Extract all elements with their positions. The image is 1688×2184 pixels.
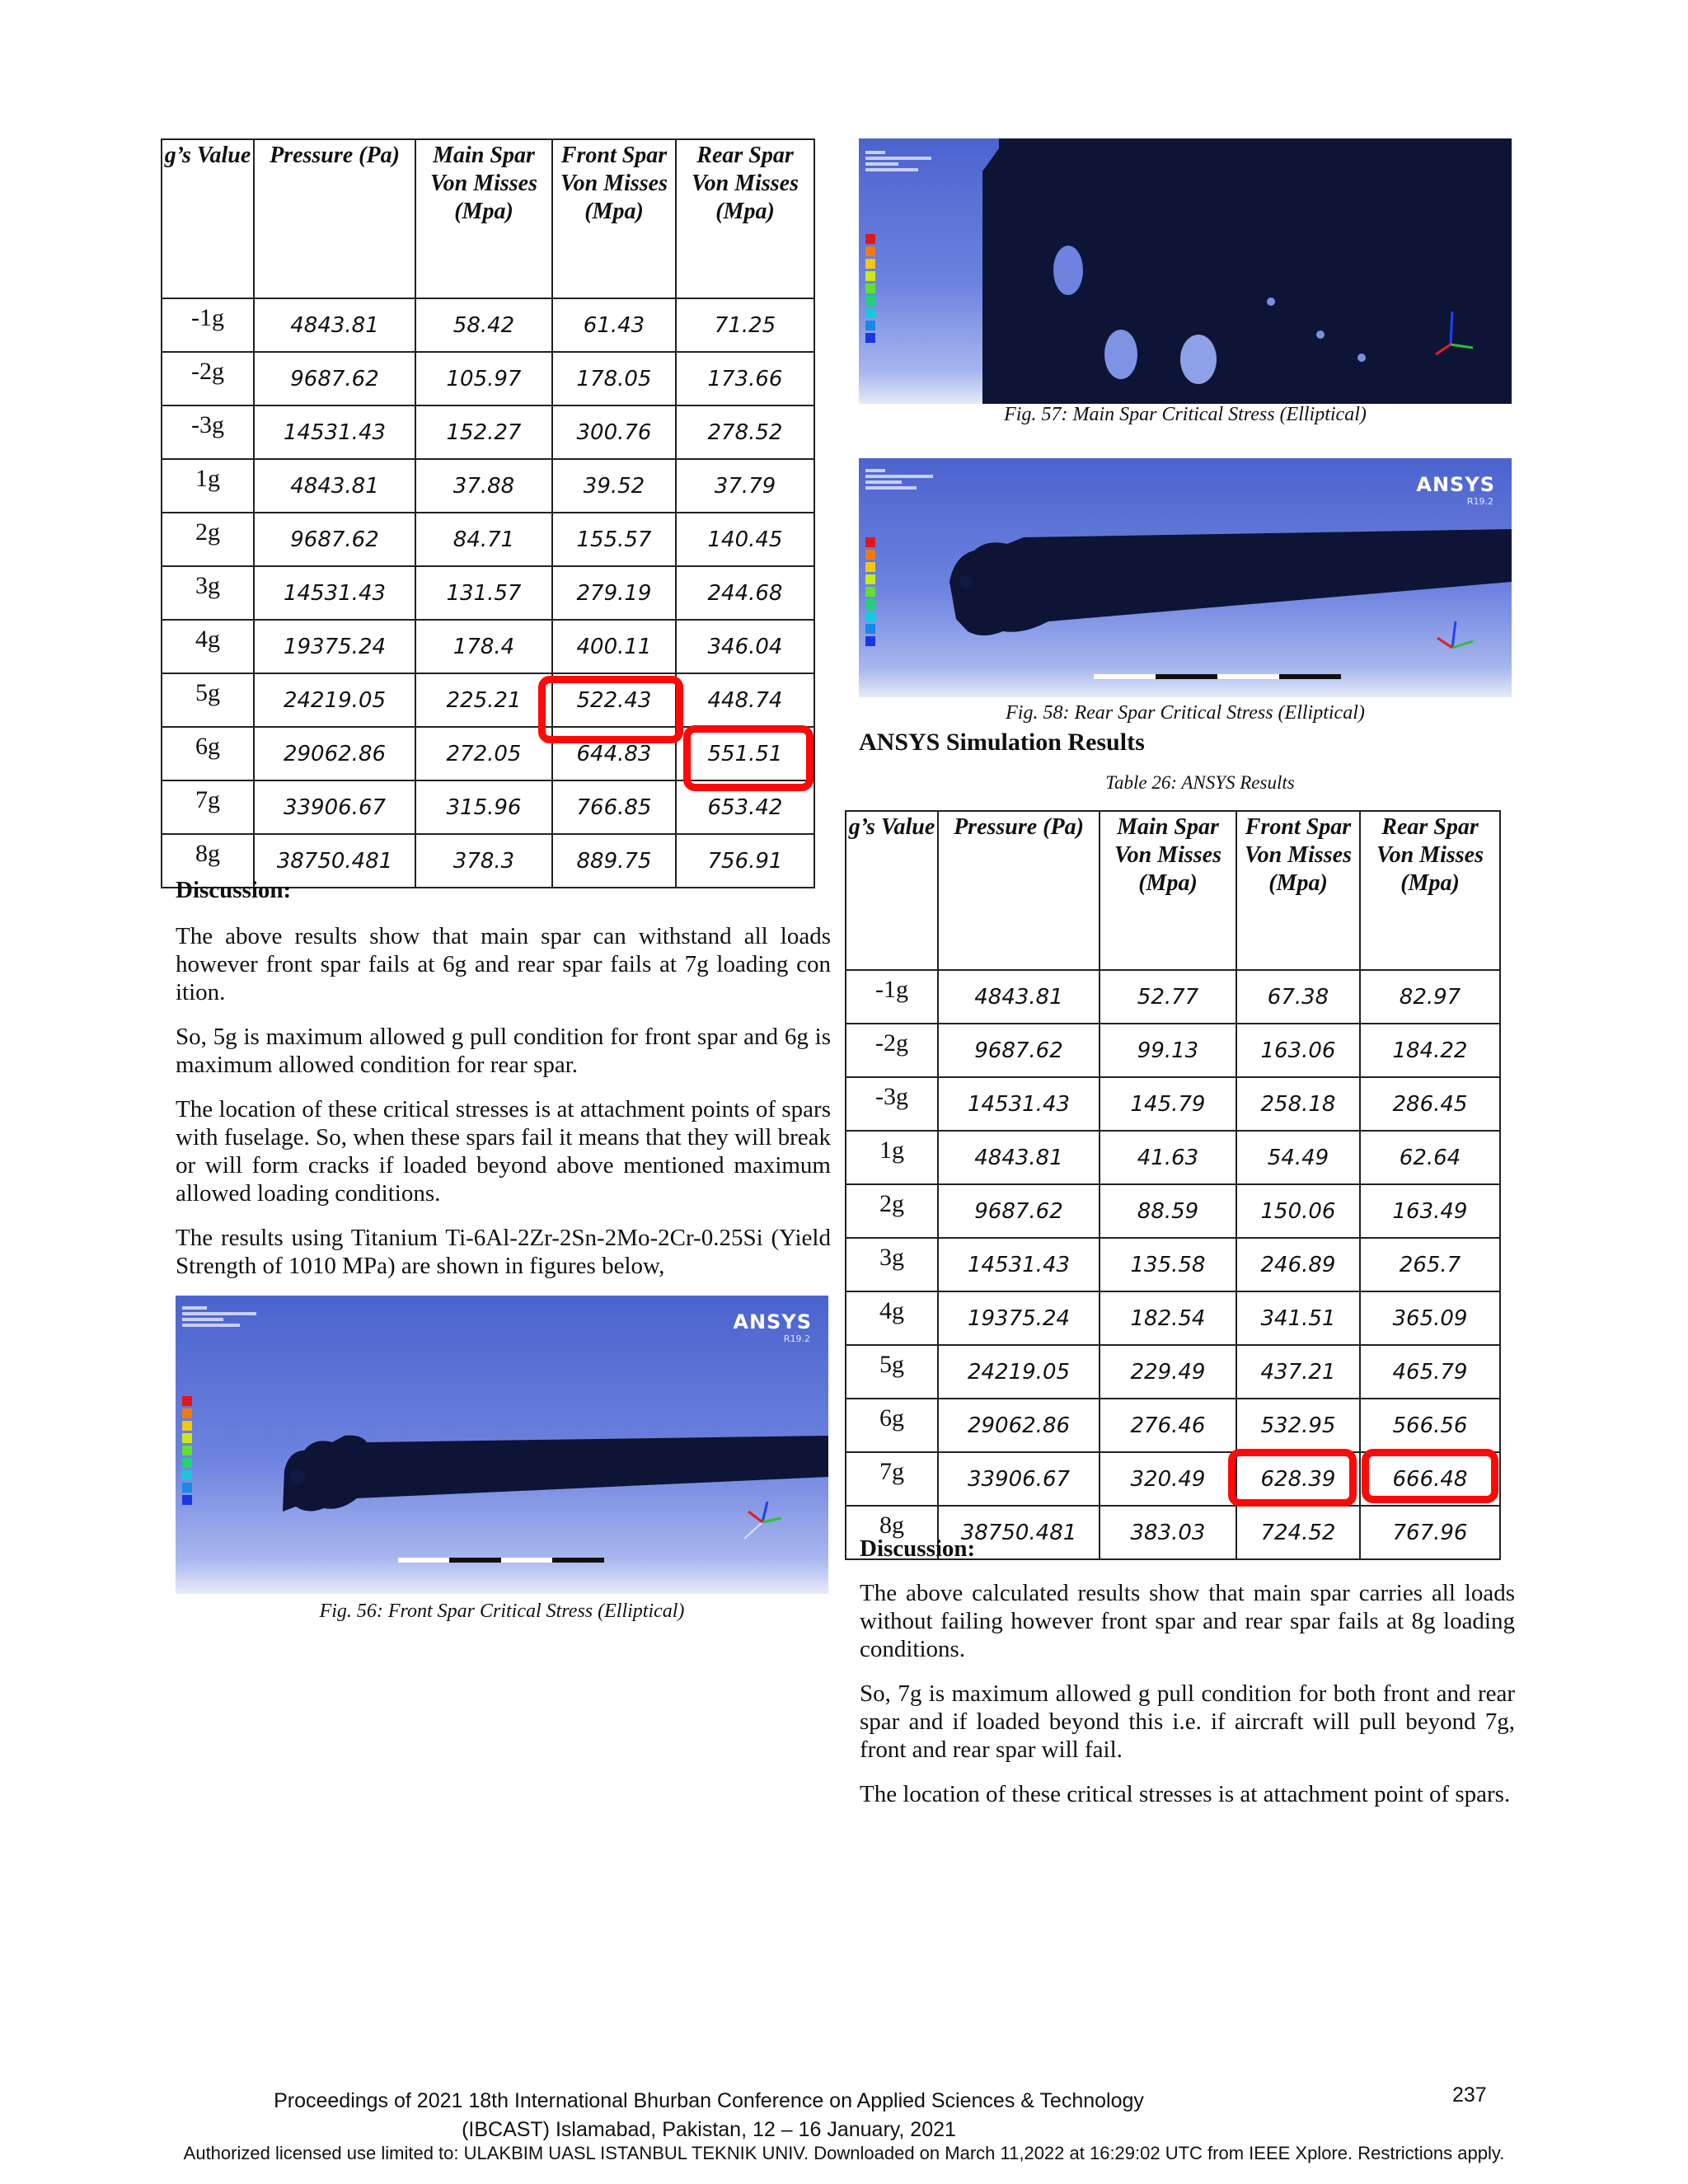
- table-cell: 38750.481: [938, 1506, 1100, 1559]
- table-cell: 38750.481: [254, 834, 415, 888]
- table-row: [846, 1452, 1500, 1506]
- table-cell: 9687.62: [254, 352, 415, 405]
- fig58-rear-spar-image: [859, 458, 1512, 697]
- table-cell: 39.52: [552, 459, 676, 513]
- table-cell: 448.74: [676, 673, 814, 727]
- table-cell: 4843.81: [938, 970, 1100, 1024]
- ansys-results-heading: ANSYS Simulation Results: [859, 729, 1145, 756]
- table-cell: 135.58: [1100, 1238, 1236, 1291]
- table-row: [162, 405, 814, 459]
- page-number: 237: [1452, 2083, 1487, 2107]
- table-row: [846, 1238, 1500, 1291]
- table-cell: 33906.67: [938, 1452, 1100, 1506]
- column-header: Pressure (Pa): [254, 139, 415, 298]
- table-cell: 152.27: [415, 405, 552, 459]
- table-cell: 173.66: [676, 352, 814, 405]
- table-cell: 286.45: [1360, 1077, 1500, 1131]
- g-value-cell: 1g: [846, 1131, 938, 1184]
- fig57-caption: Fig. 57: Main Spar Critical Stress (Elliptical): [1004, 404, 1367, 425]
- table-row: [846, 1291, 1500, 1345]
- table-row: [162, 513, 814, 566]
- table-cell: 178.4: [415, 620, 552, 673]
- g-value-cell: 6g: [162, 727, 254, 780]
- table-row: [162, 673, 814, 727]
- table-body: [846, 970, 1500, 1559]
- table-cell: 653.42: [676, 780, 814, 834]
- table-cell: 766.85: [552, 780, 676, 834]
- spar-geometry: [859, 458, 1512, 697]
- table-row: [846, 1024, 1500, 1077]
- ansys-version: R19.2: [1466, 496, 1493, 507]
- table-cell: 532.95: [1236, 1399, 1360, 1452]
- table-cell: 145.79: [1100, 1077, 1236, 1131]
- g-value-cell: 3g: [162, 566, 254, 620]
- g-value-cell: 2g: [846, 1184, 938, 1238]
- table-cell: 4843.81: [254, 459, 415, 513]
- stress-table-left: [161, 138, 815, 888]
- column-header: Rear Spar Von Misses (Mpa): [676, 139, 814, 298]
- table-header-row: [162, 139, 814, 298]
- column-header: g’s Value: [846, 811, 938, 970]
- g-value-cell: 6g: [846, 1399, 938, 1452]
- table-cell: 52.77: [1100, 970, 1236, 1024]
- column-header: g’s Value: [162, 139, 254, 298]
- table-cell: 54.49: [1236, 1131, 1360, 1184]
- table-row: [162, 352, 814, 405]
- table-cell: 246.89: [1236, 1238, 1360, 1291]
- paragraph: So, 5g is maximum allowed g pull condition for front spar and 6g is maximum allowed condition for rear spar.: [176, 1024, 831, 1078]
- table-cell: 84.71: [415, 513, 552, 566]
- table-cell: 29062.86: [938, 1399, 1100, 1452]
- table-cell: 341.51: [1236, 1291, 1360, 1345]
- g-value-cell: -1g: [846, 970, 938, 1024]
- table-cell: 41.63: [1100, 1131, 1236, 1184]
- discussion-heading: Discussion:: [860, 1535, 976, 1562]
- table-cell: 465.79: [1360, 1345, 1500, 1399]
- table-cell: 279.19: [552, 566, 676, 620]
- footer-proceedings-line2: (IBCAST) Islamabad, Pakistan, 12 – 16 January, 2021: [462, 2118, 956, 2141]
- table-cell: 99.13: [1100, 1024, 1236, 1077]
- paragraph: The above results show that main spar can withstand all loads however front spar fails at 6g and rear spar fails at 7g loading con ition.: [176, 923, 831, 1005]
- table-cell: 889.75: [552, 834, 676, 888]
- table-cell: 666.48: [1360, 1452, 1500, 1506]
- table-cell: 320.49: [1100, 1452, 1236, 1506]
- table-cell: 258.18: [1236, 1077, 1360, 1131]
- table-cell: 9687.62: [254, 513, 415, 566]
- table-row: [162, 780, 814, 834]
- spar-geometry: [176, 1296, 828, 1594]
- paragraph: So, 7g is maximum allowed g pull condition for both front and rear spar and if loaded beyond this i.e. if aircraft will pull beyond 7g, front and rear spar will fail.: [860, 1680, 1515, 1763]
- table-cell: 105.97: [415, 352, 552, 405]
- table-cell: 628.39: [1236, 1452, 1360, 1506]
- fig57-main-spar-image: [859, 138, 1512, 404]
- table-cell: 315.96: [415, 780, 552, 834]
- column-header: Pressure (Pa): [938, 811, 1100, 970]
- paragraph: The location of these critical stresses is at attachment points of spars with fuselage. So, when these spars fail it means that they will break or will form cracks if loaded beyond above mentioned maximum allowed loading conditions.: [176, 1096, 831, 1207]
- table-cell: 29062.86: [254, 727, 415, 780]
- table-cell: 155.57: [552, 513, 676, 566]
- table-cell: 88.59: [1100, 1184, 1236, 1238]
- table-row: [846, 1077, 1500, 1131]
- table-cell: 163.06: [1236, 1024, 1360, 1077]
- ansys-logo: ANSYS: [733, 1310, 812, 1333]
- table-cell: 437.21: [1236, 1345, 1360, 1399]
- table-cell: 278.52: [676, 405, 814, 459]
- table-cell: 551.51: [676, 727, 814, 780]
- table-header-row: [846, 811, 1500, 970]
- g-value-cell: -1g: [162, 298, 254, 352]
- table-cell: 184.22: [1360, 1024, 1500, 1077]
- column-header: Front Spar Von Misses (Mpa): [1236, 811, 1360, 970]
- table-cell: 37.79: [676, 459, 814, 513]
- table-row: [162, 727, 814, 780]
- table-cell: 644.83: [552, 727, 676, 780]
- table-cell: 37.88: [415, 459, 552, 513]
- g-value-cell: 8g: [846, 1506, 938, 1559]
- table-cell: 24219.05: [938, 1345, 1100, 1399]
- table-cell: 140.45: [676, 513, 814, 566]
- column-header: Main Spar Von Misses (Mpa): [1100, 811, 1236, 970]
- g-value-cell: 4g: [162, 620, 254, 673]
- table26-caption: Table 26: ANSYS Results: [1105, 772, 1295, 793]
- table-cell: 182.54: [1100, 1291, 1236, 1345]
- table-cell: 9687.62: [938, 1184, 1100, 1238]
- stress-table-right: [845, 810, 1501, 1560]
- table-cell: 300.76: [552, 405, 676, 459]
- discussion-heading: Discussion:: [176, 877, 292, 903]
- table-row: [846, 1345, 1500, 1399]
- table-cell: 522.43: [552, 673, 676, 727]
- g-value-cell: 7g: [846, 1452, 938, 1506]
- table-cell: 9687.62: [938, 1024, 1100, 1077]
- table-cell: 82.97: [1360, 970, 1500, 1024]
- g-value-cell: 7g: [162, 780, 254, 834]
- table-cell: 14531.43: [254, 566, 415, 620]
- table-row: [846, 1184, 1500, 1238]
- table-cell: 62.64: [1360, 1131, 1500, 1184]
- table-cell: 724.52: [1236, 1506, 1360, 1559]
- table-cell: 365.09: [1360, 1291, 1500, 1345]
- g-value-cell: -3g: [846, 1077, 938, 1131]
- table-cell: 24219.05: [254, 673, 415, 727]
- table-cell: 566.56: [1360, 1399, 1500, 1452]
- paragraph: The results using Titanium Ti-6Al-2Zr-2Sn-2Mo-2Cr-0.25Si (Yield Strength of 1010 MPa) are shown in figures below,: [176, 1225, 831, 1279]
- license-notice: Authorized licensed use limited to: ULAKBIM UASL ISTANBUL TEKNIK UNIV. Downloaded on March 11,2022 at 16:29:02 UTC from IEEE Xplore. Restrictions apply.: [183, 2143, 1505, 2163]
- table-cell: 19375.24: [254, 620, 415, 673]
- table-row: [162, 298, 814, 352]
- footer-proceedings-line1: Proceedings of 2021 18th International Bhurban Conference on Applied Sciences & Technology: [274, 2089, 1144, 2112]
- table-cell: 14531.43: [938, 1077, 1100, 1131]
- table-cell: 58.42: [415, 298, 552, 352]
- table-row: [846, 970, 1500, 1024]
- table-cell: 4843.81: [254, 298, 415, 352]
- table-cell: 272.05: [415, 727, 552, 780]
- table-cell: 14531.43: [254, 405, 415, 459]
- table-cell: 229.49: [1100, 1345, 1236, 1399]
- g-value-cell: -2g: [162, 352, 254, 405]
- column-header: Main Spar Von Misses (Mpa): [415, 139, 552, 298]
- table-cell: 767.96: [1360, 1506, 1500, 1559]
- fig56-front-spar-image: [176, 1296, 828, 1594]
- spar-geometry: [859, 138, 1512, 404]
- table-row: [162, 620, 814, 673]
- fig58-caption: Fig. 58: Rear Spar Critical Stress (Elliptical): [1006, 702, 1365, 724]
- table-cell: 19375.24: [938, 1291, 1100, 1345]
- table-row: [846, 1399, 1500, 1452]
- paragraph: The location of these critical stresses is at attachment point of spars.: [860, 1781, 1511, 1807]
- g-value-cell: 8g: [162, 834, 254, 888]
- table-cell: 378.3: [415, 834, 552, 888]
- g-value-cell: -2g: [846, 1024, 938, 1077]
- g-value-cell: 1g: [162, 459, 254, 513]
- table-cell: 383.03: [1100, 1506, 1236, 1559]
- table-cell: 71.25: [676, 298, 814, 352]
- table-cell: 61.43: [552, 298, 676, 352]
- table-cell: 244.68: [676, 566, 814, 620]
- g-value-cell: 4g: [846, 1291, 938, 1345]
- table-cell: 400.11: [552, 620, 676, 673]
- table-cell: 131.57: [415, 566, 552, 620]
- table-cell: 756.91: [676, 834, 814, 888]
- table-cell: 225.21: [415, 673, 552, 727]
- table-row: [162, 459, 814, 513]
- table-cell: 276.46: [1100, 1399, 1236, 1452]
- g-value-cell: 5g: [162, 673, 254, 727]
- table-cell: 150.06: [1236, 1184, 1360, 1238]
- g-value-cell: -3g: [162, 405, 254, 459]
- column-header: Rear Spar Von Misses (Mpa): [1360, 811, 1500, 970]
- g-value-cell: 2g: [162, 513, 254, 566]
- table-cell: 163.49: [1360, 1184, 1500, 1238]
- table-cell: 67.38: [1236, 970, 1360, 1024]
- table-cell: 178.05: [552, 352, 676, 405]
- left-discussion: [176, 876, 831, 1296]
- right-discussion: [860, 1535, 1515, 1825]
- table-row: [846, 1131, 1500, 1184]
- paragraph: The above calculated results show that main spar carries all loads without failing however front spar and rear spar fails at 8g loading conditions.: [860, 1580, 1515, 1662]
- ansys-version: R19.2: [783, 1333, 810, 1344]
- g-value-cell: 3g: [846, 1238, 938, 1291]
- table-row: [162, 566, 814, 620]
- table-cell: 4843.81: [938, 1131, 1100, 1184]
- ansys-logo: ANSYS: [1416, 473, 1495, 496]
- g-value-cell: 5g: [846, 1345, 938, 1399]
- table-cell: 14531.43: [938, 1238, 1100, 1291]
- column-header: Front Spar Von Misses (Mpa): [552, 139, 676, 298]
- table-cell: 265.7: [1360, 1238, 1500, 1291]
- table-body: [162, 298, 814, 888]
- fig56-caption: Fig. 56: Front Spar Critical Stress (Elliptical): [319, 1601, 685, 1622]
- table-cell: 346.04: [676, 620, 814, 673]
- table-cell: 33906.67: [254, 780, 415, 834]
